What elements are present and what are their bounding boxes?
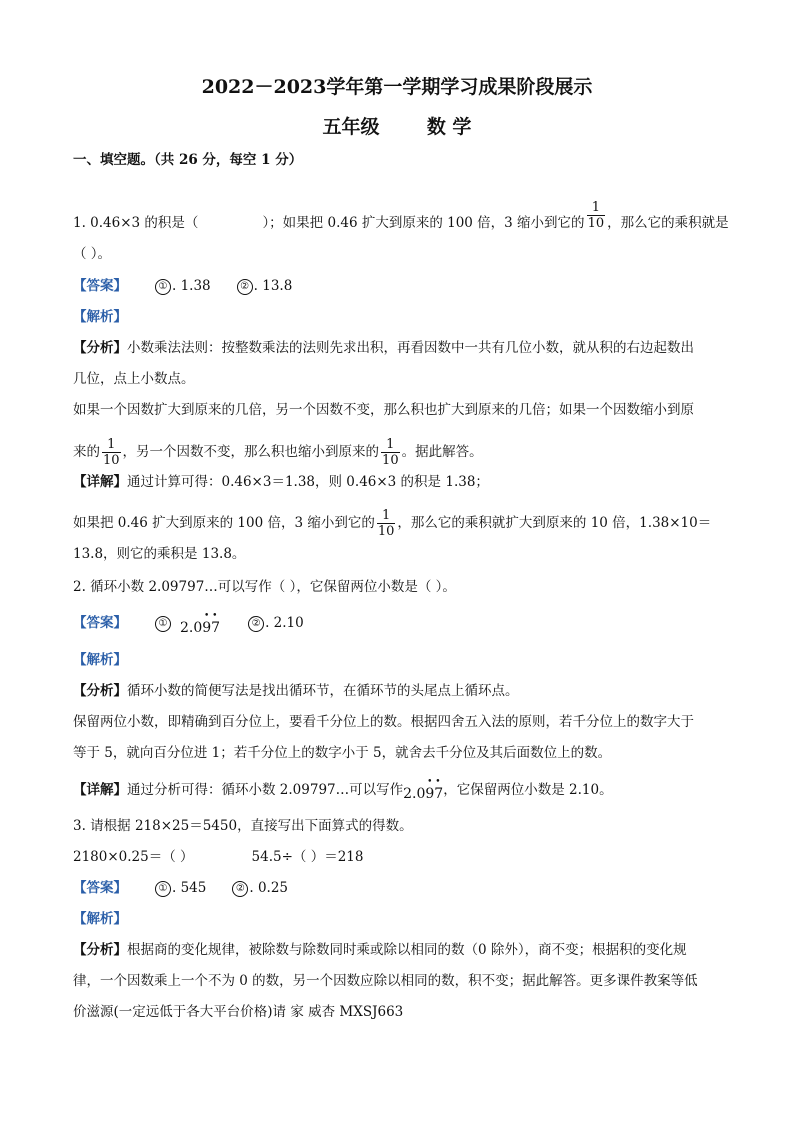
- q3-fenxi-2: 律，一个因数乘上一个不为 0 的数，另一个因数应除以相同的数，积不变；据此解答。更多课件教案等低: [73, 973, 698, 989]
- q3-fenxi-3: 价滋源(一定远低于各大平台价格)请 家 威杏 MXSJ663: [73, 1004, 404, 1020]
- q2-xiangjie-a: 通过分析可得：循环小数 2.09797…可以写作: [127, 782, 404, 798]
- q3-answer: [73, 878, 288, 898]
- repeating-decimal: 2.097 • •: [403, 777, 444, 802]
- q1-text-b: ）；如果把 0.46 扩大到原来的 100 倍，3 缩小到它的: [262, 215, 585, 231]
- q1-fenxi-text-1: 小数乘法法则：按整数乘法的法则先求出积，再看因数中一共有几位小数，就从积的右边起数出: [127, 340, 694, 356]
- answer-tag: 【答案】: [73, 615, 127, 631]
- fraction-1-10: $\frac{1}{10}$: [103, 437, 120, 468]
- q2-answer: [73, 611, 304, 636]
- q1-answer-1: . 1.38: [172, 278, 211, 294]
- q1-xiangjie-1: [73, 472, 489, 492]
- q1-fenxi-4: [73, 437, 483, 468]
- q2-fenxi-text-1: 循环小数的简便写法是找出循环节，在循环节的头尾点上循环点。: [127, 683, 519, 699]
- q3-answer-1: . 545: [172, 880, 207, 896]
- fenxi-tag: 【分析】: [73, 340, 127, 356]
- q1-fenxi-4c: 。据此解答。: [401, 444, 483, 460]
- circled-1: ①: [155, 279, 171, 295]
- q1-xiangjie-2: [73, 508, 711, 539]
- fraction-1-10: $\frac{1}{10}$: [377, 508, 395, 539]
- question-1: [73, 200, 729, 239]
- page-subtitle: [0, 112, 794, 139]
- fraction-1-10: $\frac{1}{10}$: [382, 437, 399, 468]
- repeating-decimal: 2.097 • •: [180, 611, 221, 636]
- q3-answer-2: . 0.25: [249, 880, 289, 896]
- q2-xiangjie: [73, 777, 613, 802]
- q3-equation-1: 2180×0.25＝（ ）: [73, 849, 194, 865]
- question-2: 2. 循环小数 2.09797…可以写作（ ），它保留两位小数是（ ）。: [73, 579, 456, 595]
- q1-xiangjie-2b: ，那么它的乘积就扩大到原来的 10 倍，1.38×10＝: [397, 515, 712, 531]
- question-3: 3. 请根据 218×25＝5450，直接写出下面算式的得数。: [73, 818, 413, 834]
- q2-fenxi-1: [73, 681, 519, 701]
- circled-1: ①: [155, 881, 171, 897]
- q1-fenxi-2: 几位，点上小数点。: [73, 371, 195, 387]
- q2-fenxi-2: 保留两位小数，即精确到百分位上，要看千分位上的数。根据四舍五入法的原则，若千分位上的数字大于: [73, 714, 694, 730]
- q3-fenxi-text-1: 根据商的变化规律，被除数与除数同时乘或除以相同的数（0 除外），商不变；根据积的变化规: [127, 942, 687, 958]
- xiangjie-tag: 【详解】: [73, 474, 127, 490]
- circled-2: ②: [237, 279, 253, 295]
- q1-fraction: $\frac{1}{10}$: [587, 200, 605, 231]
- q1-xiangjie-2a: 如果把 0.46 扩大到原来的 100 倍，3 缩小到它的: [73, 515, 375, 531]
- analysis-tag: 【解析】: [73, 911, 127, 927]
- q1-xiangjie-text-1: 通过计算可得：0.46×3＝1.38，则 0.46×3 的积是 1.38；: [127, 474, 489, 490]
- q3-equation-2: 54.5÷（ ）＝218: [251, 849, 364, 865]
- q1-blank-line: （ ）。: [73, 246, 112, 262]
- section-heading: 一、填空题。（共 26 分，每空 1 分）: [73, 152, 303, 168]
- q1-fenxi-4b: ，另一个因数不变，那么积也缩小到原来的: [122, 444, 380, 460]
- q1-text-c: ，那么它的乘积就是: [607, 215, 729, 231]
- fenxi-tag: 【分析】: [73, 942, 127, 958]
- page-title: 2022－2023学年第一学期学习成果阶段展示: [201, 76, 593, 98]
- circled-1: ①: [155, 616, 171, 632]
- q2-answer-2: . 2.10: [265, 615, 304, 631]
- subject-label: 数 学: [426, 116, 472, 138]
- answer-tag: 【答案】: [73, 880, 127, 896]
- circled-2: ②: [232, 881, 248, 897]
- answer-tag: 【答案】: [73, 278, 127, 294]
- q2-xiangjie-b: ，它保留两位小数是 2.10。: [443, 782, 613, 798]
- grade-label: 五年级: [322, 116, 380, 138]
- q1-fenxi-1: [73, 338, 694, 358]
- q3-fenxi-1: [73, 940, 687, 960]
- q2-fenxi-3: 等于 5，就向百分位进 1；若千分位上的数字小于 5，就舍去千分位及其后面数位上的数。: [73, 745, 612, 761]
- analysis-tag: 【解析】: [73, 309, 127, 325]
- q1-fenxi-4a: 来的: [73, 444, 100, 460]
- xiangjie-tag: 【详解】: [73, 782, 127, 798]
- analysis-tag: 【解析】: [73, 652, 127, 668]
- q1-text-a: 1. 0.46×3 的积是（: [73, 215, 199, 231]
- fenxi-tag: 【分析】: [73, 683, 127, 699]
- q3-equations: [73, 847, 363, 867]
- q1-fenxi-3: 如果一个因数扩大到原来的几倍，另一个因数不变，那么积也扩大到原来的几倍；如果一个因数缩小到原: [73, 402, 694, 418]
- circled-2: ②: [248, 616, 264, 632]
- q1-answer-2: . 13.8: [253, 278, 293, 294]
- q1-xiangjie-3: 13.8，则它的乘积是 13.8。: [73, 546, 246, 562]
- q1-answer: [73, 276, 292, 296]
